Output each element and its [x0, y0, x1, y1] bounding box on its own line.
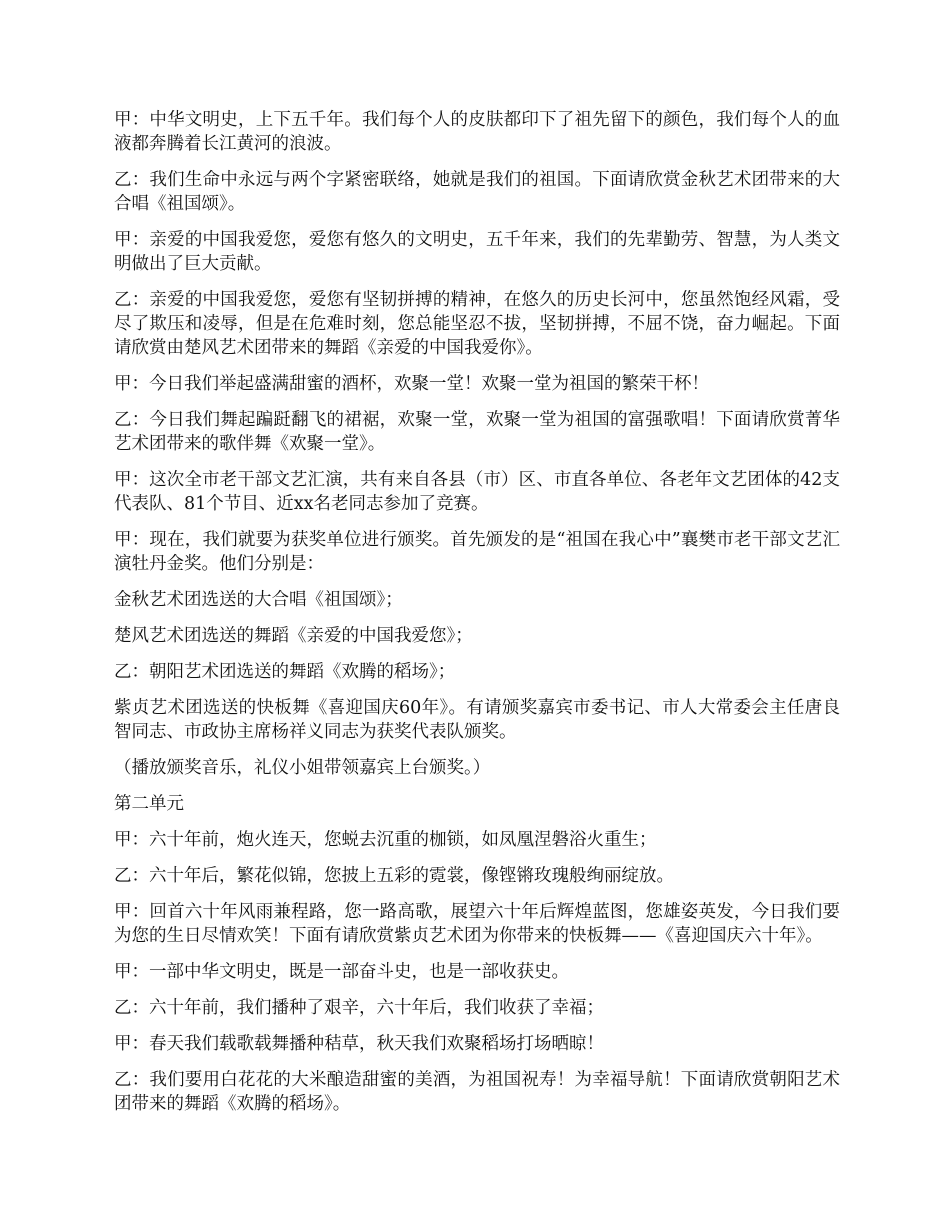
- paragraph: 乙：今日我们舞起蹁跹翻飞的裙裾，欢聚一堂，欢聚一堂为祖国的富强歌唱！下面请欣赏菁华艺术团带来的歌伴舞《欢聚一堂》。: [114, 410, 840, 454]
- paragraph: 甲：中华文明史，上下五千年。我们每个人的皮肤都印下了祖先留下的颜色，我们每个人的血液都奔腾着长江黄河的浪波。: [114, 110, 840, 154]
- paragraph: 甲：今日我们举起盛满甜蜜的酒杯，欢聚一堂！欢聚一堂为祖国的繁荣干杯！: [114, 374, 709, 394]
- paragraph: 乙：我们生命中永远与两个字紧密联络，她就是我们的祖国。下面请欣赏金秋艺术团带来的大合唱《祖国颂》。: [114, 170, 840, 214]
- paragraph: 甲：亲爱的中国我爱您，爱您有悠久的文明史，五千年来，我们的先辈勤劳、智慧，为人类文明做出了巨大贡献。: [114, 230, 840, 274]
- paragraph: 乙：六十年前，我们播种了艰辛，六十年后，我们收获了幸福；: [114, 998, 604, 1018]
- paragraph: 乙：朝阳艺术团选送的舞蹈《欢腾的稻场》；: [114, 662, 456, 682]
- paragraph: 甲：六十年前，炮火连天，您蜕去沉重的枷锁，如凤凰涅磐浴火重生；: [114, 830, 657, 850]
- section-heading: 第二单元: [114, 794, 184, 814]
- paragraph: 甲：回首六十年风雨兼程路，您一路高歌，展望六十年后辉煌蓝图，您雄姿英发，今日我们要为您的生日尽情欢笑！下面有请欣赏紫贞艺术团为你带来的快板舞——《喜迎国庆六十年》。: [114, 902, 840, 946]
- paragraph: 甲：一部中华文明史，既是一部奋斗史，也是一部收获史。: [114, 962, 569, 982]
- paragraph: 金秋艺术团选送的大合唱《祖国颂》；: [114, 590, 403, 610]
- paragraph: 乙：六十年后，繁花似锦，您披上五彩的霓裳，像铿锵玫瑰般绚丽绽放。: [114, 866, 674, 886]
- document-body: [114, 108, 840, 1128]
- paragraph: 乙：亲爱的中国我爱您，爱您有坚韧拼搏的精神，在悠久的历史长河中，您虽然饱经风霜，受尽了欺压和凌辱，但是在危难时刻，您总能坚忍不拔，坚韧拼搏，不屈不饶，奋力崛起。下面请欣赏由楚风艺术团带来的舞蹈《亲爱的中国我爱你》。: [114, 290, 840, 358]
- paragraph: 紫贞艺术团选送的快板舞《喜迎国庆60年》。有请颁奖嘉宾市委书记、市人大常委会主任唐良智同志、市政协主席杨祥义同志为获奖代表队颁奖。: [114, 698, 840, 742]
- paragraph: 楚风艺术团选送的舞蹈《亲爱的中国我爱您》；: [114, 626, 473, 646]
- paragraph: 甲：春天我们载歌载舞播种秸草，秋天我们欢聚稻场打场晒晾！: [114, 1034, 604, 1054]
- paragraph: 乙：我们要用白花花的大米酿造甜蜜的美酒，为祖国祝寿！为幸福导航！下面请欣赏朝阳艺术团带来的舞蹈《欢腾的稻场》。: [114, 1070, 840, 1114]
- paragraph: 甲：现在，我们就要为获奖单位进行颁奖。首先颁发的是“祖国在我心中”襄樊市老干部文艺汇演牡丹金奖。他们分别是：: [114, 530, 840, 574]
- paragraph: 甲：这次全市老干部文艺汇演，共有来自各县（市）区、市直各单位、各老年文艺团体的42支代表队、81个节目、近xx名老同志参加了竞赛。: [114, 470, 840, 514]
- paragraph: （播放颁奖音乐，礼仪小姐带领嘉宾上台颁奖。）: [114, 758, 491, 778]
